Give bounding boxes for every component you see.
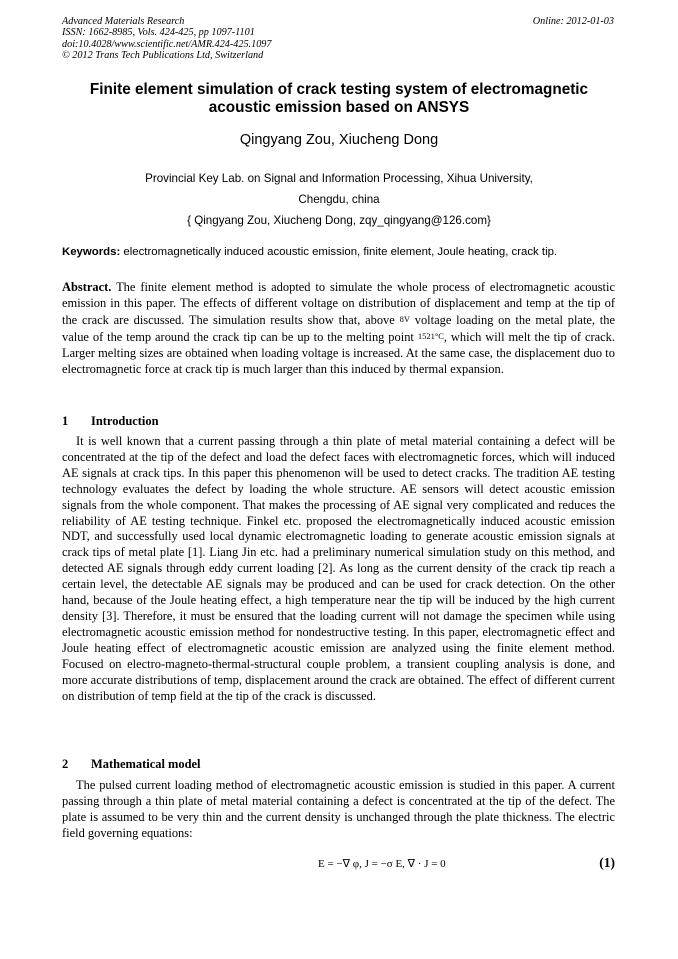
section-1-heading <box>62 414 615 429</box>
section-2-paragraph: The pulsed current loading method of electromagnetic acoustic emission is studied in this paper. A current passing through a thin plate of metal material containing a defect is concentrated at the tip of the defect. The plate is assumed to be very thin and the current density is unchanged through the plate thickness. The electric field governing equations: <box>62 778 615 840</box>
section-2-heading <box>62 757 615 772</box>
abstract-text-3: , which will melt the tip of crack. Larger melting sizes are obtained when loading voltage is increased. At the same case, the displacement duo to electromagnetic force at crack tip is much larger than this induced by thermal expansion. <box>62 329 615 376</box>
copyright-line: © 2012 Trans Tech Publications Ltd, Switzerland <box>62 50 264 62</box>
doi-line: doi:10.4028/www.scientific.net/AMR.424-425.1097 <box>62 38 272 50</box>
equation-number: (1) <box>599 855 615 870</box>
keywords-text: electromagnetically induced acoustic emission, finite element, Joule heating, crack tip. <box>120 246 558 258</box>
section-2-title: Mathematical model <box>91 757 201 771</box>
abstract-temp: 1521°C <box>417 330 444 341</box>
authors: Qingyang Zou, Xiucheng Dong <box>239 132 439 148</box>
section-1-paragraph: It is well known that a current passing through a thin plate of metal material containing a defect will be concentrated at the tip of the defect and load the defect faces with electromagnetic forces, which will induced AE signals at crack tips. In this paper this phenomenon will be used to detect cracks. The tradition AE testing technology evaluates the defect by loading the whole structure. AE sensors will detect acoustic emission signals from the whole component. That makes the processing of AE signal very complicated and reduces the reliability of AE testing technique. Finkel etc. proposed the electromagnetically induced acoustic emission NDT, and successfully used local dynamic electromagnetic loading to generate acoustic emission signals at crack tips of metal plate [1]. Liang Jin etc. had a preliminary numerical simulation study on this method, and detected AE signals through eddy current loading [2]. As long as the current density of the crack tip reach a certain level, the detectable AE signals may be produced and can be used for crack detection. On the other hand, because of the Joule heating effect, a high temperature near the tip will be induced by the high current density [3]. Therefore, it must be ensured that the loading current will not damage the specimen while using electromagnetic acoustic emission method for nondestructive testing. In this paper, electromagnetic effect and Joule heating effect of electromagnetic acoustic emission are analyzed using the finite element method. Focused on electro-magneto-thermal-structural couple problem, a transient coupling analysis is done, and more accurate distributions of temp, displacement around the crack are obtained. The effect of different current on distribution of temp field at the tip of the crack is discussed. <box>62 434 615 703</box>
journal-header <box>62 16 271 62</box>
section-1-number: 1 <box>62 414 69 428</box>
issn-line: ISSN: 1662-8985, Vols. 424-425, pp 1097-1101 <box>62 27 255 39</box>
section-1-title: Introduction <box>91 414 159 428</box>
abstract-voltage: 8V <box>399 313 410 324</box>
section-2-number: 2 <box>62 757 69 771</box>
equation-1 <box>62 855 615 873</box>
online-date: Online: 2012-01-03 <box>532 16 614 27</box>
abstract-text-1: The finite element method is adopted to simulate the whole process of electromagnetic acoustic emission in this paper. The effects of different voltage on distribution of displacement and temp at the tip of the crack are discussed. The simulation results show that, above <box>62 280 615 327</box>
title-line-1: Finite element simulation of crack testing system of electromagnetic <box>89 81 589 98</box>
affiliation <box>62 168 616 231</box>
affiliation-line-2: Chengdu, china <box>298 193 380 206</box>
title-line-2: acoustic emission based on ANSYS <box>208 99 470 116</box>
abstract-label: Abstract. <box>62 280 112 294</box>
affiliation-line-1: Provincial Key Lab. on Signal and Information Processing, Xihua University, <box>145 172 533 185</box>
abstract-text-2: voltage loading on the metal plate, the value of the temp around the crack tip can be up to the melting point <box>62 312 615 344</box>
keywords-label: Keywords: <box>62 246 121 258</box>
equation-expression: E = −∇ φ, J = −σ E, ∇ · J = 0 <box>318 858 446 870</box>
keywords <box>62 245 618 259</box>
paper-title <box>62 81 616 117</box>
journal-name: Advanced Materials Research <box>62 16 185 27</box>
affiliation-line-3: { Qingyang Zou, Xiucheng Dong, zqy_qingyang@126.com} <box>187 214 491 227</box>
abstract <box>62 280 615 377</box>
